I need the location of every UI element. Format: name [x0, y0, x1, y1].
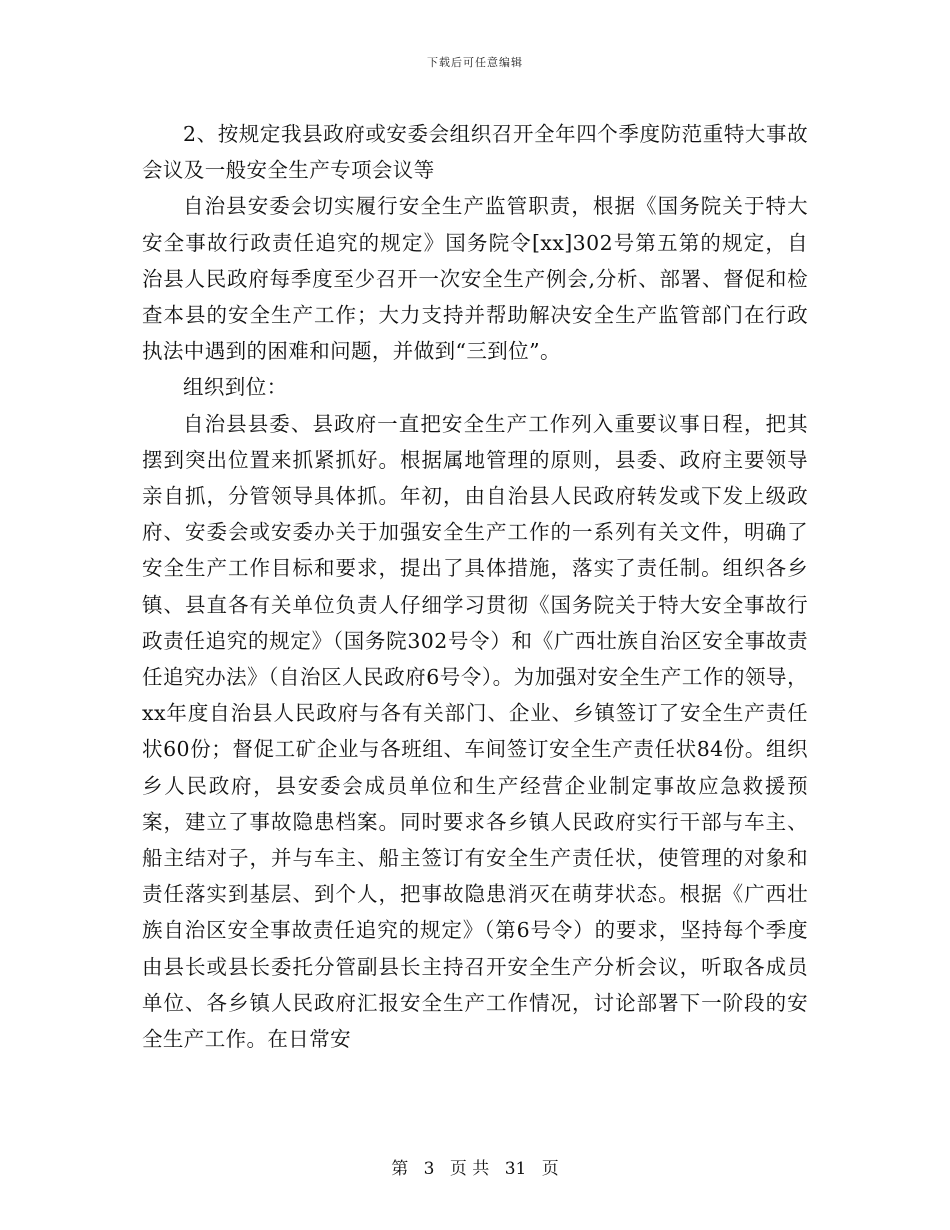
- current-page-number: 3: [423, 1159, 435, 1179]
- paragraph-organization-body: 自治县县委、县政府一直把安全生产工作列入重要议事日程，把其摆到突出位置来抓紧抓好。根据属地管理的原则，县委、政府主要领导亲自抓，分管领导具体抓。年初，由自治县人民政府转发或下发上级政府、安委会或安委办关于加强安全生产工作的一系列有关文件，明确了安全生产工作目标和要求，提出了具体措施，落实了责任制。组织各乡镇、县直各有关单位负责人仔细学习贯彻《国务院关于特大安全事故行政责任追究的规定》（国务院302号令）和《广西壮族自治区安全事故责任追究办法》（自治区人民政府6号令）。为加强对安全生产工作的领导，xx年度自治县人民政府与各有关部门、企业、乡镇签订了安全生产责任状60份；督促工矿企业与各班组、车间签订安全生产责任状84份。组织乡人民政府，县安委会成员单位和生产经营企业制定事故应急救援预案，建立了事故隐患档案。同时要求各乡镇人民政府实行干部与车主、船主结对子，并与车主、船主签订有安全生产责任状，使管理的对象和责任落实到基层、到个人，把事故隐患消灭在萌芽状态。根据《广西壮族自治区安全事故责任追究的规定》（第6号令）的要求，坚持每个季度由县长或县长委托分管副县长主持召开安全生产分析会议，听取各成员单位、各乡镇人民政府汇报安全生产工作情况，讨论部署下一阶段的安全生产工作。在日常安: [142, 411, 808, 1052]
- paragraph-organization-heading: 组织到位：: [183, 375, 288, 400]
- page-footer: [0, 1154, 950, 1179]
- paragraph-item-2: 2、按规定我县政府或安委会组织召开全年四个季度防范重特大事故会议及一般安全生产专项会议等: [142, 122, 808, 183]
- body-text: [142, 116, 808, 1057]
- footer-prefix: 第: [391, 1159, 409, 1179]
- total-page-count: 31: [504, 1159, 527, 1179]
- footer-middle: 页 共: [449, 1159, 490, 1179]
- paragraph-safety-committee: 自治县安委会切实履行安全生产监管职责，根据《国务院关于特大安全事故行政责任追究的规定》国务院令[xx]302号第五第的规定，自治县人民政府每季度至少召开一次安全生产例会,分析、部署、督促和检查本县的安全生产工作；大力支持并帮助解决安全生产监管部门在行政执法中遇到的困难和问题，并做到“三到位”。: [142, 194, 808, 364]
- page-header: 下载后可任意编辑: [427, 56, 523, 69]
- footer-suffix: 页: [541, 1159, 559, 1179]
